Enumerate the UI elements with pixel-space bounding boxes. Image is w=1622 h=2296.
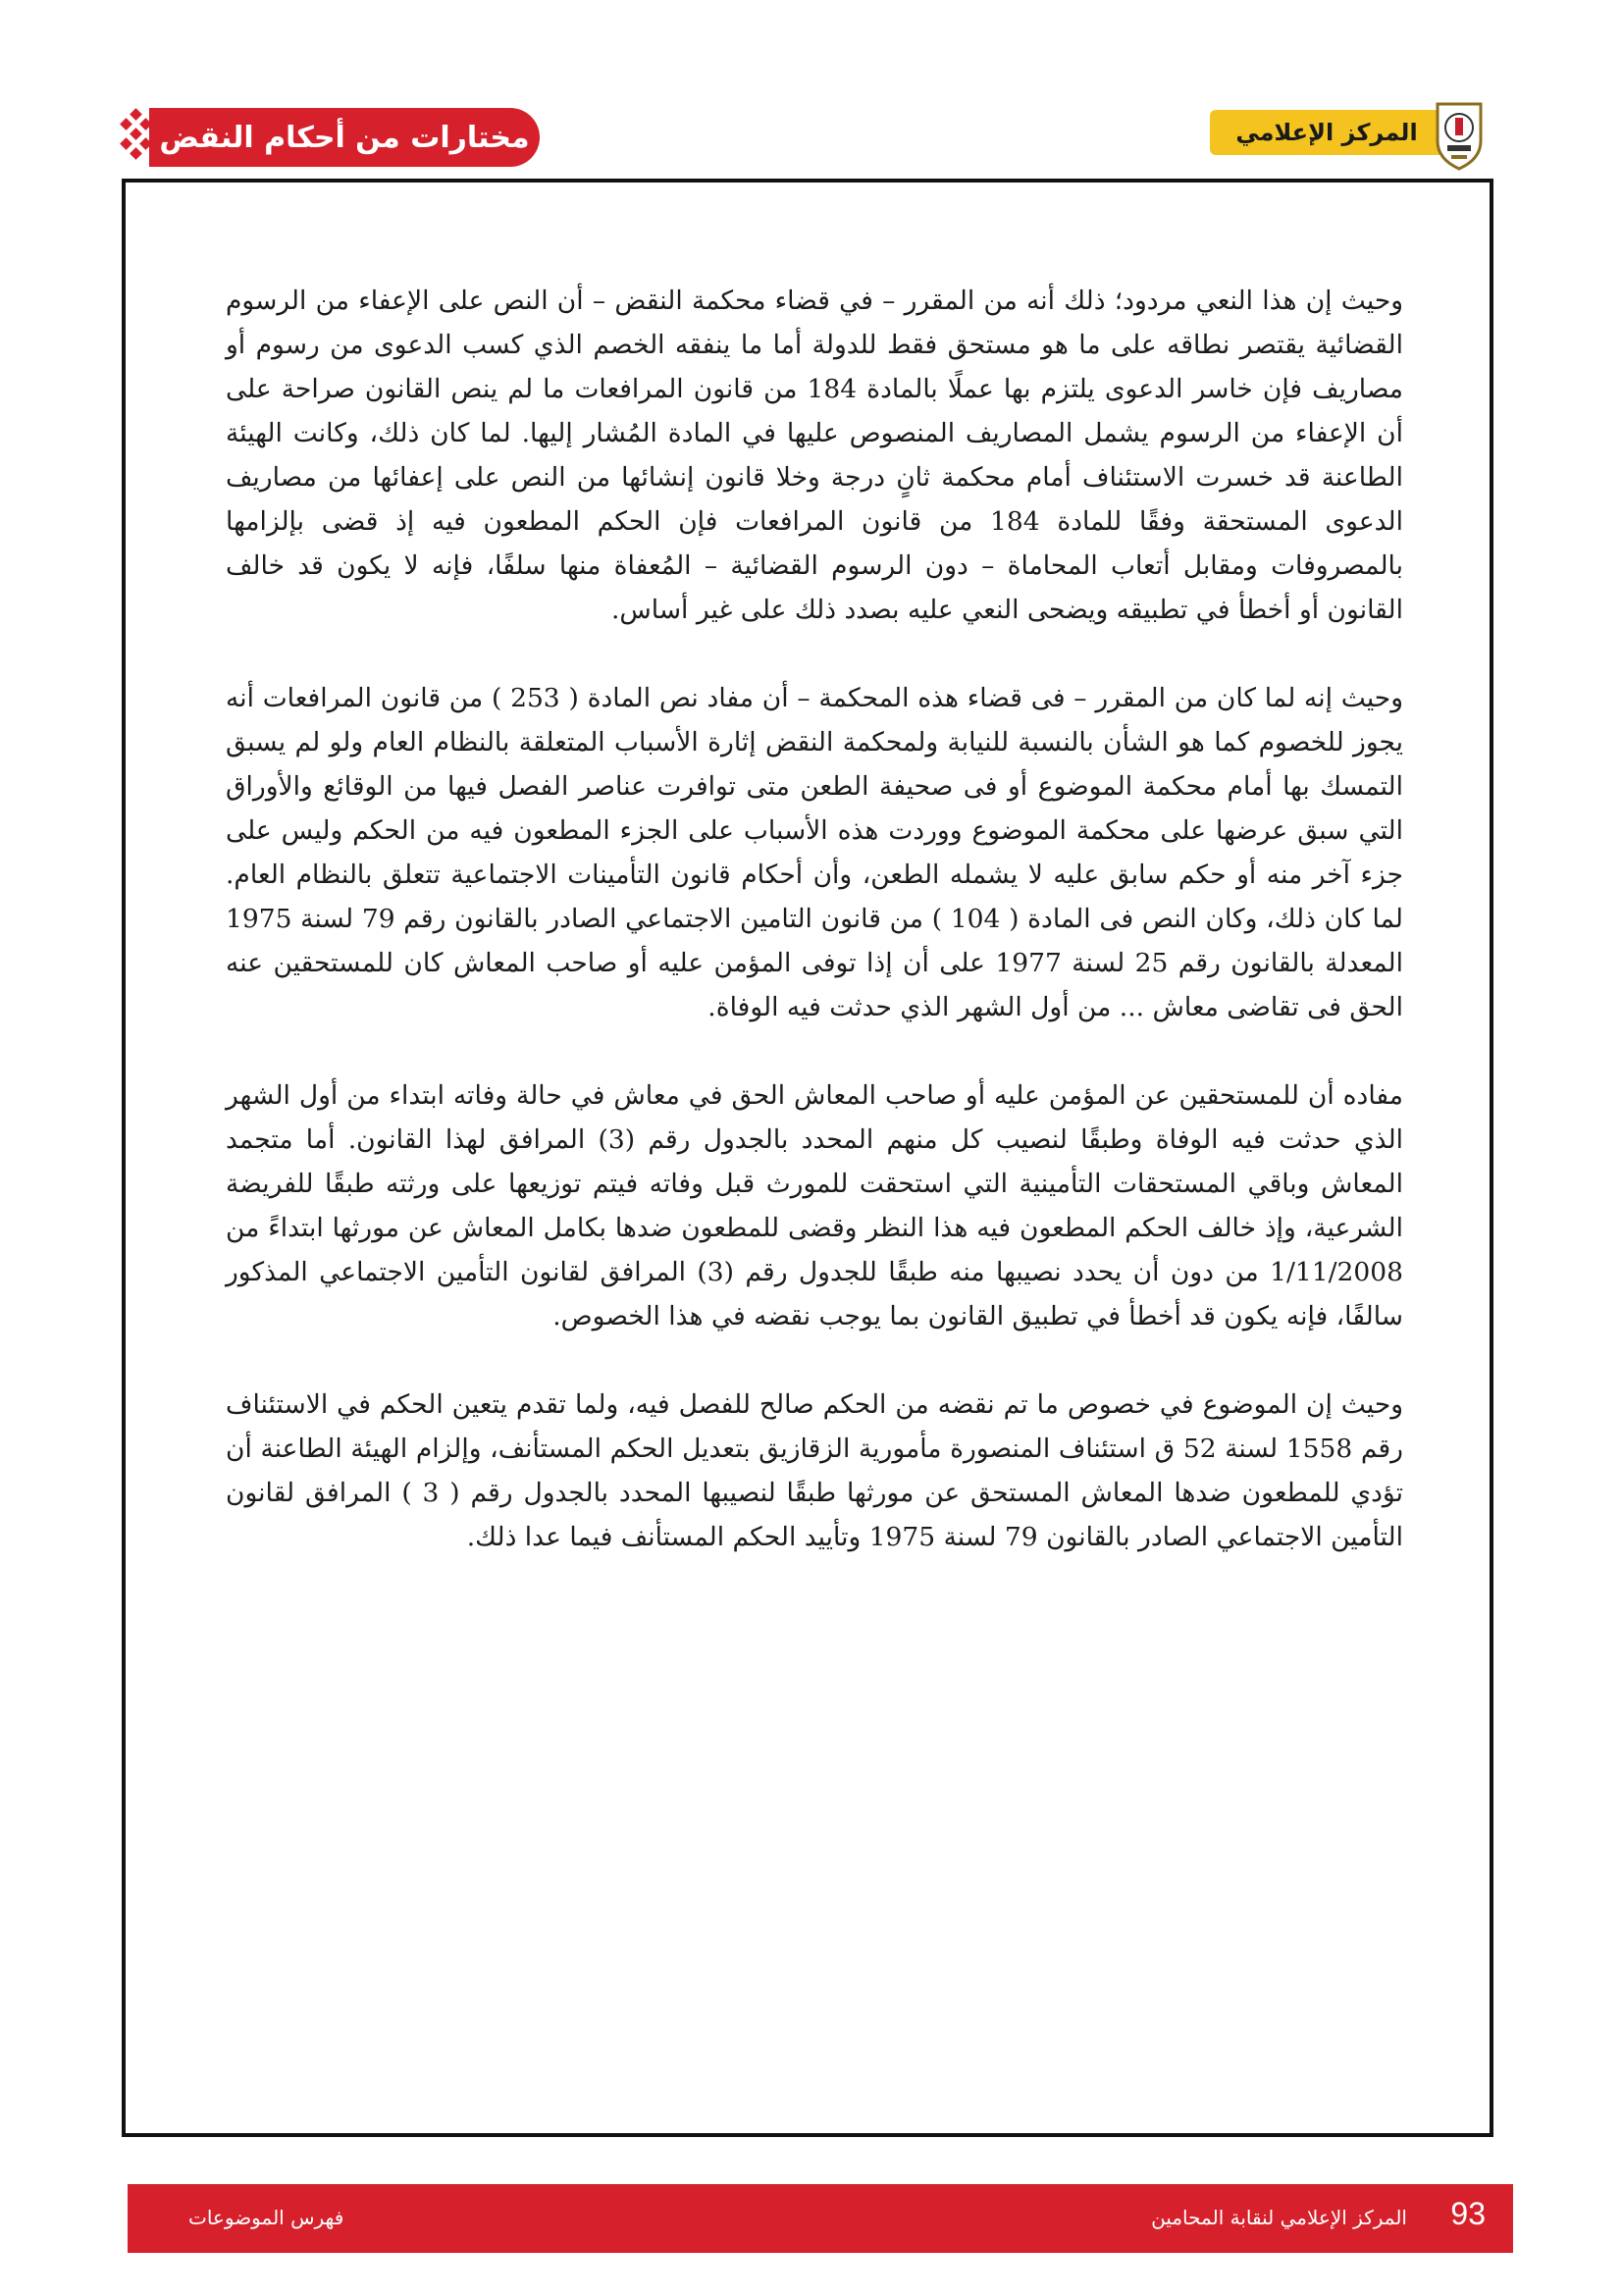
diamond-pattern-icon bbox=[118, 108, 153, 167]
center-label: المركز الإعلامي bbox=[1235, 119, 1418, 146]
bar-association-logo-icon bbox=[1434, 98, 1485, 171]
paragraph: وحيث إن الموضوع في خصوص ما تم نقضه من الحكم صالح للفصل فيه، ولما تقدم يتعين الحكم في الاستئناف رقم 1558 لسنة 52 ق استئناف المنصورة مأمورية الزقازيق بتعديل الحكم المستأنف، وإلزام الهيئة الطاعنة أن تؤدي للمطعون ضدها المعاش المستحق عن مورثها طبقًا لنصيبها المحدد بالجدول رقم ( 3 ) المرافق لقانون التأمين الاجتماعي الصادر بالقانون 79 لسنة 1975 وتأييد الحكم المستأنف فيما عدا ذلك. bbox=[226, 1389, 1403, 1552]
paragraph: مفاده أن للمستحقين عن المؤمن عليه أو صاحب المعاش الحق في معاش في حالة وفاته ابتداء من أول الشهر الذي حدثت فيه الوفاة وطبقًا لنصيب كل منهم المحدد بالجدول رقم (3) المرافق لهذا القانون. أما متجمد المعاش وباقي المستحقات التأمينية التي استحقت للمورث قبل وفاته فيتم توزيعها على ورثته طبقًا للفريضة الشرعية، وإذ خالف الحكم المطعون فيه هذا النظر وقضى للمطعون ضدها بكامل المعاش عن مورثها ابتداءً من 1/11/2008 من دون أن يحدد نصيبها منه طبقًا للجدول رقم (3) المرافق لقانون التأمين الاجتماعي المذكور سالفًا، فإنه يكون قد أخطأ في تطبيق القانون بما يوجب نقضه في هذا الخصوص. bbox=[226, 1080, 1404, 1331]
publisher-header bbox=[1190, 98, 1485, 171]
page-number: 93 bbox=[1450, 2196, 1486, 2231]
section-header-tag bbox=[118, 108, 540, 167]
paragraph: وحيث إن هذا النعي مردود؛ ذلك أنه من المقرر – في قضاء محكمة النقض – أن النص على الإعفاء من الرسوم القضائية يقتصر نطاقه على ما هو مستحق فقط للدولة أما ما ينفقه الخصم الذي كسب الدعوى من رسوم أو مصاريف فإن خاسر الدعوى يلتزم بها عملًا بالمادة 184 من قانون المرافعات ما لم ينص القانون صراحة على أن الإعفاء من الرسوم يشمل المصاريف المنصوص عليها في المادة المُشار إليها. لما كان ذلك، وكانت الهيئة الطاعنة قد خسرت الاستئناف أمام محكمة ثانٍ درجة وخلا قانون إنشائها من النص على إعفائها من مصاريف الدعوى المستحقة وفقًا للمادة 184 من قانون المرافعات فإن الحكم المطعون فيه إذ قضى بإلزامها بالمصروفات ومقابل أتعاب المحاماة – دون الرسوم القضائية – المُعفاة منها سلفًا، فإنه لا يكون قد خالف القانون أو أخطأ في تطبيقه ويضحى النعي عليه بصدد ذلك على غير أساس. bbox=[226, 286, 1404, 625]
table-of-contents-link[interactable]: فهرس الموضوعات bbox=[188, 2206, 344, 2229]
center-label-banner bbox=[1210, 110, 1443, 155]
section-title: مختارات من أحكام النقض bbox=[159, 120, 530, 155]
paragraph: وحيث إنه لما كان من المقرر – فى قضاء هذه المحكمة – أن مفاد نص المادة ( 253 ) من قانون المرافعات أنه يجوز للخصوم كما هو الشأن بالنسبة للنيابة ولمحكمة النقض إثارة الأسباب المتعلقة بالنظام العام ولو لم يسبق التمسك بها أمام محكمة الموضوع أو فى صحيفة الطعن متى توافرت عناصر الفصل فيها من الوقائع والأوراق التي سبق عرضها على محكمة الموضوع ووردت هذه الأسباب على الجزء المطعون فيه من الحكم وليس على جزء آخر منه أو حكم سابق عليه لا يشمله الطعن، وأن أحكام قانون التأمينات الاجتماعية تتعلق بالنظام العام. لما كان ذلك، وكان النص فى المادة ( 104 ) من قانون التامين الاجتماعي الصادر بالقانون رقم 79 لسنة 1975 المعدلة بالقانون رقم 25 لسنة 1977 على أن إذا توفى المؤمن عليه أو صاحب المعاش كان للمستحقين عنه الحق فى تقاضى معاش ... من أول الشهر الذي حدثت فيه الوفاة. bbox=[226, 683, 1403, 1022]
judgment-text bbox=[226, 279, 1403, 1603]
section-title-banner bbox=[149, 108, 540, 167]
page-footer bbox=[128, 2184, 1513, 2253]
publisher-name: المركز الإعلامي لنقابة المحامين bbox=[1151, 2206, 1407, 2229]
